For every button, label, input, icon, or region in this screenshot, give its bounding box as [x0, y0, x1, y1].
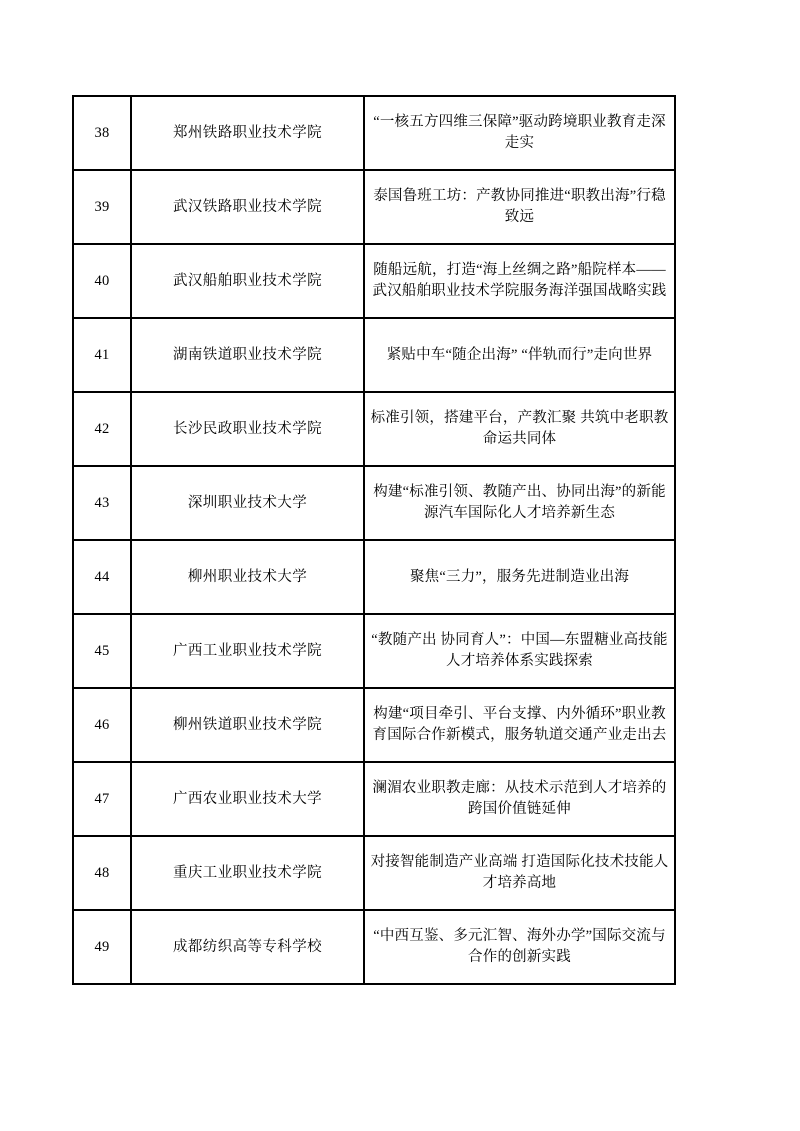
table-row [73, 318, 675, 392]
institution-name: 郑州铁路职业技术学院 [131, 96, 364, 170]
institution-name: 武汉铁路职业技术学院 [131, 170, 364, 244]
institution-name: 湖南铁道职业技术学院 [131, 318, 364, 392]
table-row [73, 244, 675, 318]
table-row [73, 466, 675, 540]
case-title: “教随产出 协同育人”：中国—东盟糖业高技能人才培养体系实践探索 [364, 614, 675, 688]
row-number: 45 [73, 614, 131, 688]
case-title: 紧贴中车“随企出海” “伴轨而行”走向世界 [364, 318, 675, 392]
institution-name: 柳州铁道职业技术学院 [131, 688, 364, 762]
institution-name: 深圳职业技术大学 [131, 466, 364, 540]
table-row [73, 836, 675, 910]
row-number: 42 [73, 392, 131, 466]
row-number: 38 [73, 96, 131, 170]
case-title: “中西互鉴、多元汇智、海外办学”国际交流与合作的创新实践 [364, 910, 675, 984]
row-number: 39 [73, 170, 131, 244]
case-title: 构建“标准引领、教随产出、协同出海”的新能源汽车国际化人才培养新生态 [364, 466, 675, 540]
institution-name: 成都纺织高等专科学校 [131, 910, 364, 984]
cases-table [72, 95, 676, 985]
institution-name: 广西工业职业技术学院 [131, 614, 364, 688]
case-title: 标准引领，搭建平台，产教汇聚 共筑中老职教命运共同体 [364, 392, 675, 466]
row-number: 46 [73, 688, 131, 762]
row-number: 49 [73, 910, 131, 984]
table-row [73, 540, 675, 614]
table-row [73, 910, 675, 984]
cases-table-body [73, 96, 675, 984]
row-number: 43 [73, 466, 131, 540]
case-title: “一核五方四维三保障”驱动跨境职业教育走深走实 [364, 96, 675, 170]
case-title: 随船远航，打造“海上丝绸之路”船院样本——武汉船舶职业技术学院服务海洋强国战略实践 [364, 244, 675, 318]
row-number: 48 [73, 836, 131, 910]
table-row [73, 96, 675, 170]
institution-name: 武汉船舶职业技术学院 [131, 244, 364, 318]
row-number: 40 [73, 244, 131, 318]
institution-name: 长沙民政职业技术学院 [131, 392, 364, 466]
table-row [73, 762, 675, 836]
table-row [73, 170, 675, 244]
row-number: 47 [73, 762, 131, 836]
institution-name: 重庆工业职业技术学院 [131, 836, 364, 910]
case-title: 对接智能制造产业高端 打造国际化技术技能人才培养高地 [364, 836, 675, 910]
institution-name: 广西农业职业技术大学 [131, 762, 364, 836]
row-number: 41 [73, 318, 131, 392]
case-title: 澜湄农业职教走廊：从技术示范到人才培养的跨国价值链延伸 [364, 762, 675, 836]
case-title: 聚焦“三力”，服务先进制造业出海 [364, 540, 675, 614]
table-row [73, 392, 675, 466]
case-title: 泰国鲁班工坊：产教协同推进“职教出海”行稳致远 [364, 170, 675, 244]
row-number: 44 [73, 540, 131, 614]
case-title: 构建“项目牵引、平台支撑、内外循环”职业教育国际合作新模式，服务轨道交通产业走出去 [364, 688, 675, 762]
institution-name: 柳州职业技术大学 [131, 540, 364, 614]
table-row [73, 688, 675, 762]
table-row [73, 614, 675, 688]
